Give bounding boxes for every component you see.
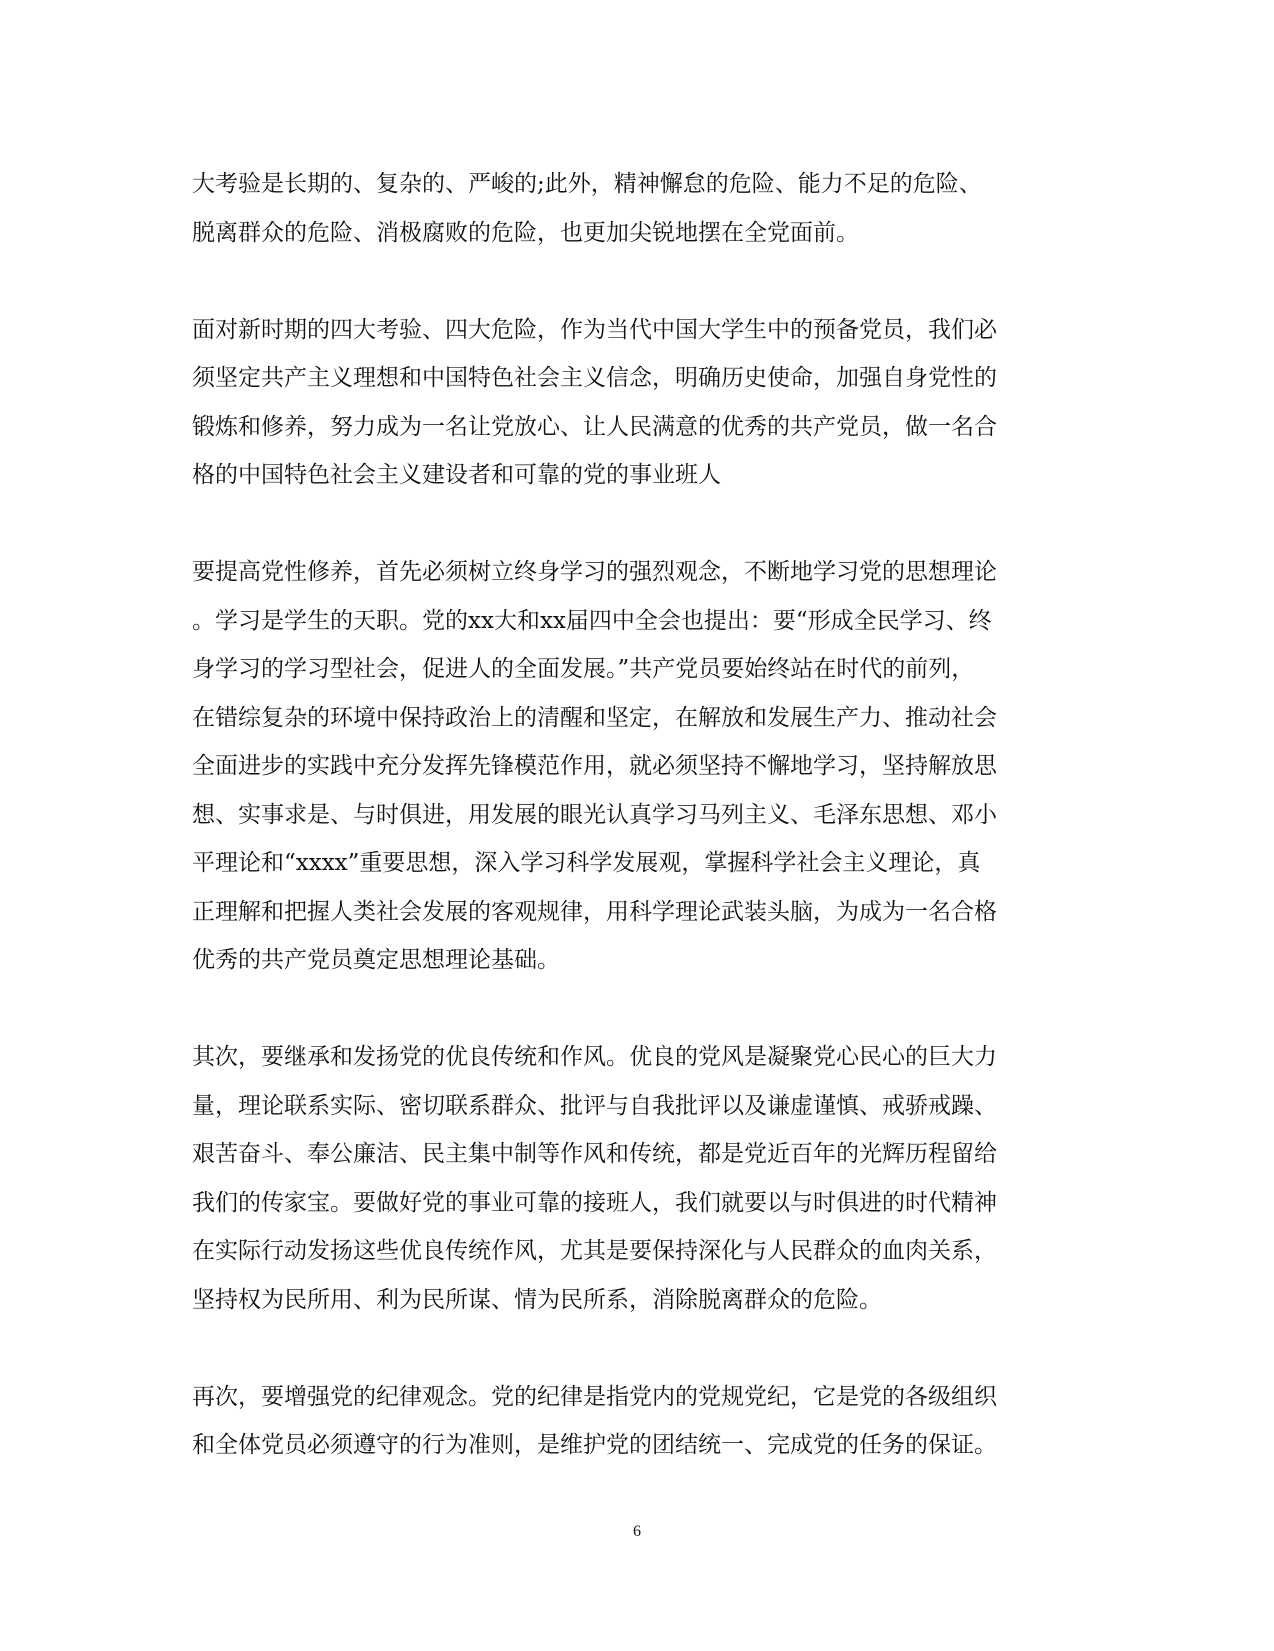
text-line: 在错综复杂的环境中保持政治上的清醒和坚定，在解放和发展生产力、推动社会: [192, 704, 997, 731]
paragraph-spacer: [192, 500, 1068, 549]
text-line: 锻炼和修养，努力成为一名让党放心、让人民满意的优秀的共产党员，做一名合: [192, 413, 997, 440]
paragraph-4: [192, 1033, 1068, 1324]
text-line: 我们的传家宝。要做好党的事业可靠的接班人，我们就要以与时俱进的时代精神: [192, 1189, 997, 1216]
text-line: 面对新时期的四大考验、四大危险，作为当代中国大学生中的预备党员，我们必: [192, 316, 997, 343]
text-line: 。学习是学生的天职。党的xx大和xx届四中全会也提出：要“形成全民学习、终: [192, 607, 992, 634]
text-line: 坚持权为民所用、利为民所谋、情为民所系，消除脱离群众的危险。: [192, 1286, 882, 1313]
text-line: 优秀的共产党员奠定思想理论基础。: [192, 947, 560, 973]
paragraph-2: [192, 306, 1068, 500]
text-line: 在实际行动发扬这些优良传统作风，尤其是要保持深化与人民群众的血肉关系，: [192, 1238, 997, 1264]
page-number: 6: [633, 1523, 641, 1540]
paragraph-3: [192, 548, 1068, 985]
paragraph-spacer: [192, 985, 1068, 1034]
document-body: [192, 160, 1068, 1470]
text-line: 其次，要继承和发扬党的优良传统和作风。优良的党风是凝聚党心民心的巨大力: [192, 1044, 997, 1070]
text-line: 正理解和把握人类社会发展的客观规律，用科学理论武装头脑，为成为一名合格: [192, 898, 997, 925]
text-line: 量，理论联系实际、密切联系群众、批评与自我批评以及谦虚谨慎、戒骄戒躁、: [192, 1092, 997, 1119]
text-line: 和全体党员必须遵守的行为准则，是维护党的团结统一、完成党的任务的保证。: [192, 1432, 997, 1458]
text-line: 大考验是长期的、复杂的、严峻的;此外，精神懈怠的危险、能力不足的危险、: [192, 171, 982, 197]
text-line: 身学习的学习型社会，促进人的全面发展。”共产党员要始终站在时代的前列，: [192, 656, 975, 682]
paragraph-1: [192, 160, 1068, 257]
text-line: 全面进步的实践中充分发挥先锋模范作用，就必须坚持不懈地学习，坚持解放思: [192, 753, 997, 779]
text-line: 要提高党性修养，首先必须树立终身学习的强烈观念，不断地学习党的思想理论: [192, 559, 997, 585]
text-line: 脱离群众的危险、消极腐败的危险，也更加尖锐地摆在全党面前。: [192, 219, 859, 246]
text-line: 想、实事求是、与时俱进，用发展的眼光认真学习马列主义、毛泽东思想、邓小: [192, 801, 997, 828]
text-line: 格的中国特色社会主义建设者和可靠的党的事业班人: [192, 462, 721, 488]
paragraph-spacer: [192, 257, 1068, 306]
paragraph-5: [192, 1373, 1068, 1470]
text-line: 平理论和“xxxx”重要思想，深入学习科学发展观，掌握科学社会主义理论，真: [192, 850, 981, 876]
text-line: 艰苦奋斗、奉公廉洁、民主集中制等作风和传统，都是党近百年的光辉历程留给: [192, 1141, 997, 1167]
text-line: 须坚定共产主义理想和中国特色社会主义信念，明确历史使命，加强自身党性的: [192, 365, 997, 391]
paragraph-spacer: [192, 1324, 1068, 1373]
text-line: 再次，要增强党的纪律观念。党的纪律是指党内的党规党纪，它是党的各级组织: [192, 1383, 997, 1410]
